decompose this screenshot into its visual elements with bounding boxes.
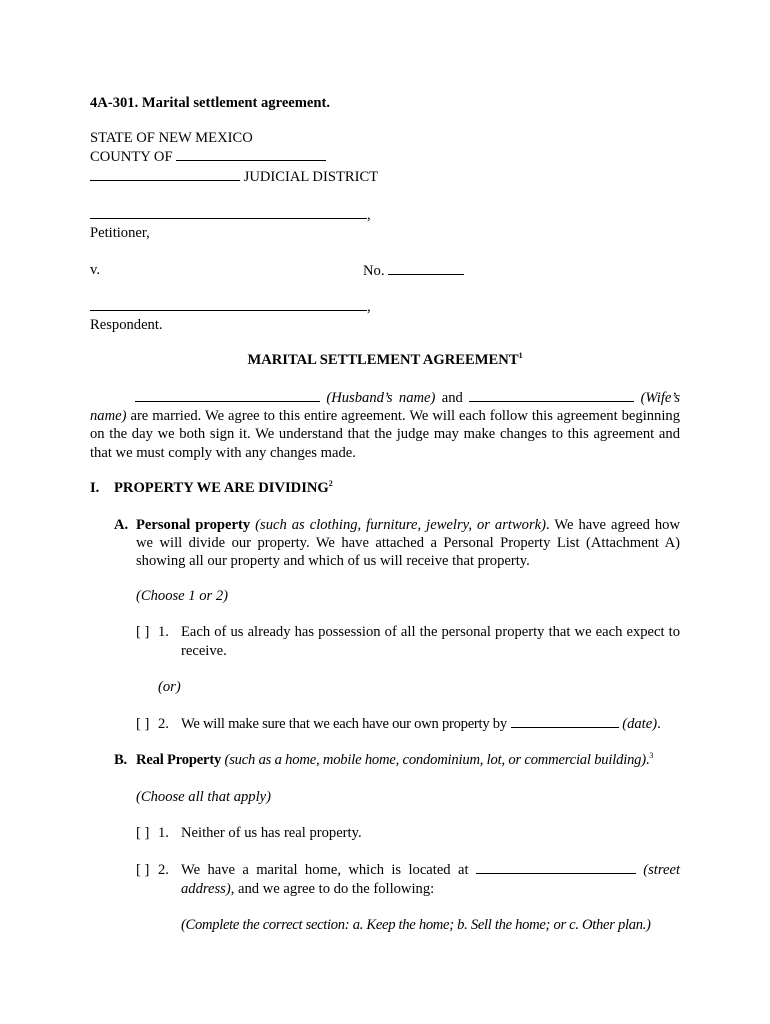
option-number: 1.: [158, 624, 169, 641]
option-text: Neither of us has real property.: [181, 825, 362, 842]
wife-label: (Wife’s name): [90, 390, 681, 425]
agreement-heading: [90, 351, 680, 369]
option-number: 1.: [158, 825, 169, 842]
option-text: Each of us already has possession of all the personal property that we each expect to receive.: [181, 624, 680, 659]
heading-text: MARITAL SETTLEMENT AGREEMENT: [247, 352, 519, 368]
option-text: We will make sure that we each have our own property by: [181, 715, 507, 732]
checkbox[interactable]: [ ]: [136, 715, 150, 732]
or-text: (or): [158, 678, 181, 695]
respondent-line: [90, 297, 680, 316]
comma: ,: [367, 207, 371, 223]
state-label: STATE OF NEW MEXICO: [90, 130, 253, 146]
complete-section-instruction: (Complete the correct section: a. Keep the home; b. Sell the home; or c. Other plan.): [181, 916, 651, 933]
petitioner-line: [90, 205, 680, 224]
footnote-ref[interactable]: 2: [328, 478, 333, 488]
section-a-text: . We have agreed how we will divide our property. We have attached a Personal Property List (Attachment A) showing all our property and which of us will receive that property.: [136, 516, 680, 570]
intro-text: are married. We agree to this entire agreement. We will each follow this agreement beginning on the day we both sign it. We understand that the judge may make changes to this agreement and that we must comply with any changes made.: [90, 408, 680, 461]
section-a: [114, 516, 680, 571]
case-number-field[interactable]: [388, 261, 464, 275]
footnote-ref[interactable]: 3: [649, 751, 654, 761]
petitioner-field[interactable]: [90, 205, 367, 219]
comma: ,: [367, 299, 371, 315]
period: .: [645, 752, 650, 769]
district-line: [90, 167, 680, 186]
street-address-label: (street address): [181, 862, 681, 897]
option-number: 2.: [158, 862, 169, 879]
county-line: [90, 147, 680, 166]
section-a-examples: (such as clothing, furniture, jewelry, or artwork): [255, 516, 546, 533]
section-b-title: Real Property: [136, 752, 222, 769]
option-b1: [136, 824, 680, 842]
option-a1: [136, 623, 680, 659]
choose-instruction: (Choose 1 or 2): [136, 588, 229, 605]
option-number: 2.: [158, 715, 169, 732]
checkbox[interactable]: [ ]: [136, 825, 150, 842]
period: .: [657, 715, 661, 732]
option-text: We have a marital home, which is located at: [181, 862, 469, 879]
section-b-examples: (such as a home, mobile home, condominium, lot, or commercial building): [224, 752, 646, 769]
section-a-letter: A.: [114, 516, 129, 533]
respondent-field[interactable]: [90, 297, 367, 311]
form-title: 4A-301. Marital settlement agreement.: [90, 95, 331, 111]
husband-label: (Husband’s name): [326, 390, 436, 406]
street-address-field[interactable]: [476, 860, 636, 874]
checkbox[interactable]: [ ]: [136, 862, 150, 879]
section-b: [114, 751, 680, 769]
section-a-title: Personal property: [136, 516, 251, 533]
county-field[interactable]: [176, 147, 326, 161]
option-b2: [136, 860, 680, 897]
option-a2: [136, 714, 680, 733]
respondent-label: Respondent.: [90, 317, 163, 333]
date-label: (date): [622, 715, 658, 732]
and-text: and: [441, 390, 463, 406]
versus: v.: [90, 262, 100, 278]
option-text-continued: , and we agree to do the following:: [230, 880, 435, 897]
district-field[interactable]: [90, 167, 240, 181]
section-number: I.: [90, 479, 100, 496]
husband-name-field[interactable]: [135, 388, 320, 402]
wife-name-field[interactable]: [469, 388, 634, 402]
footnote-ref[interactable]: 1: [518, 351, 523, 360]
district-label: JUDICIAL DISTRICT: [243, 169, 379, 185]
section-1-heading: [90, 479, 680, 497]
date-field[interactable]: [511, 714, 619, 728]
county-label: COUNTY OF: [90, 149, 173, 165]
case-no-label: No.: [363, 263, 385, 279]
checkbox[interactable]: [ ]: [136, 624, 150, 641]
section-b-letter: B.: [114, 752, 127, 769]
versus-line: [90, 261, 680, 279]
petitioner-label: Petitioner,: [90, 225, 150, 241]
choose-all-instruction: (Choose all that apply): [136, 789, 271, 806]
intro-paragraph: [90, 388, 680, 462]
section-title: PROPERTY WE ARE DIVIDING: [114, 479, 329, 496]
case-number-line: [363, 261, 464, 280]
